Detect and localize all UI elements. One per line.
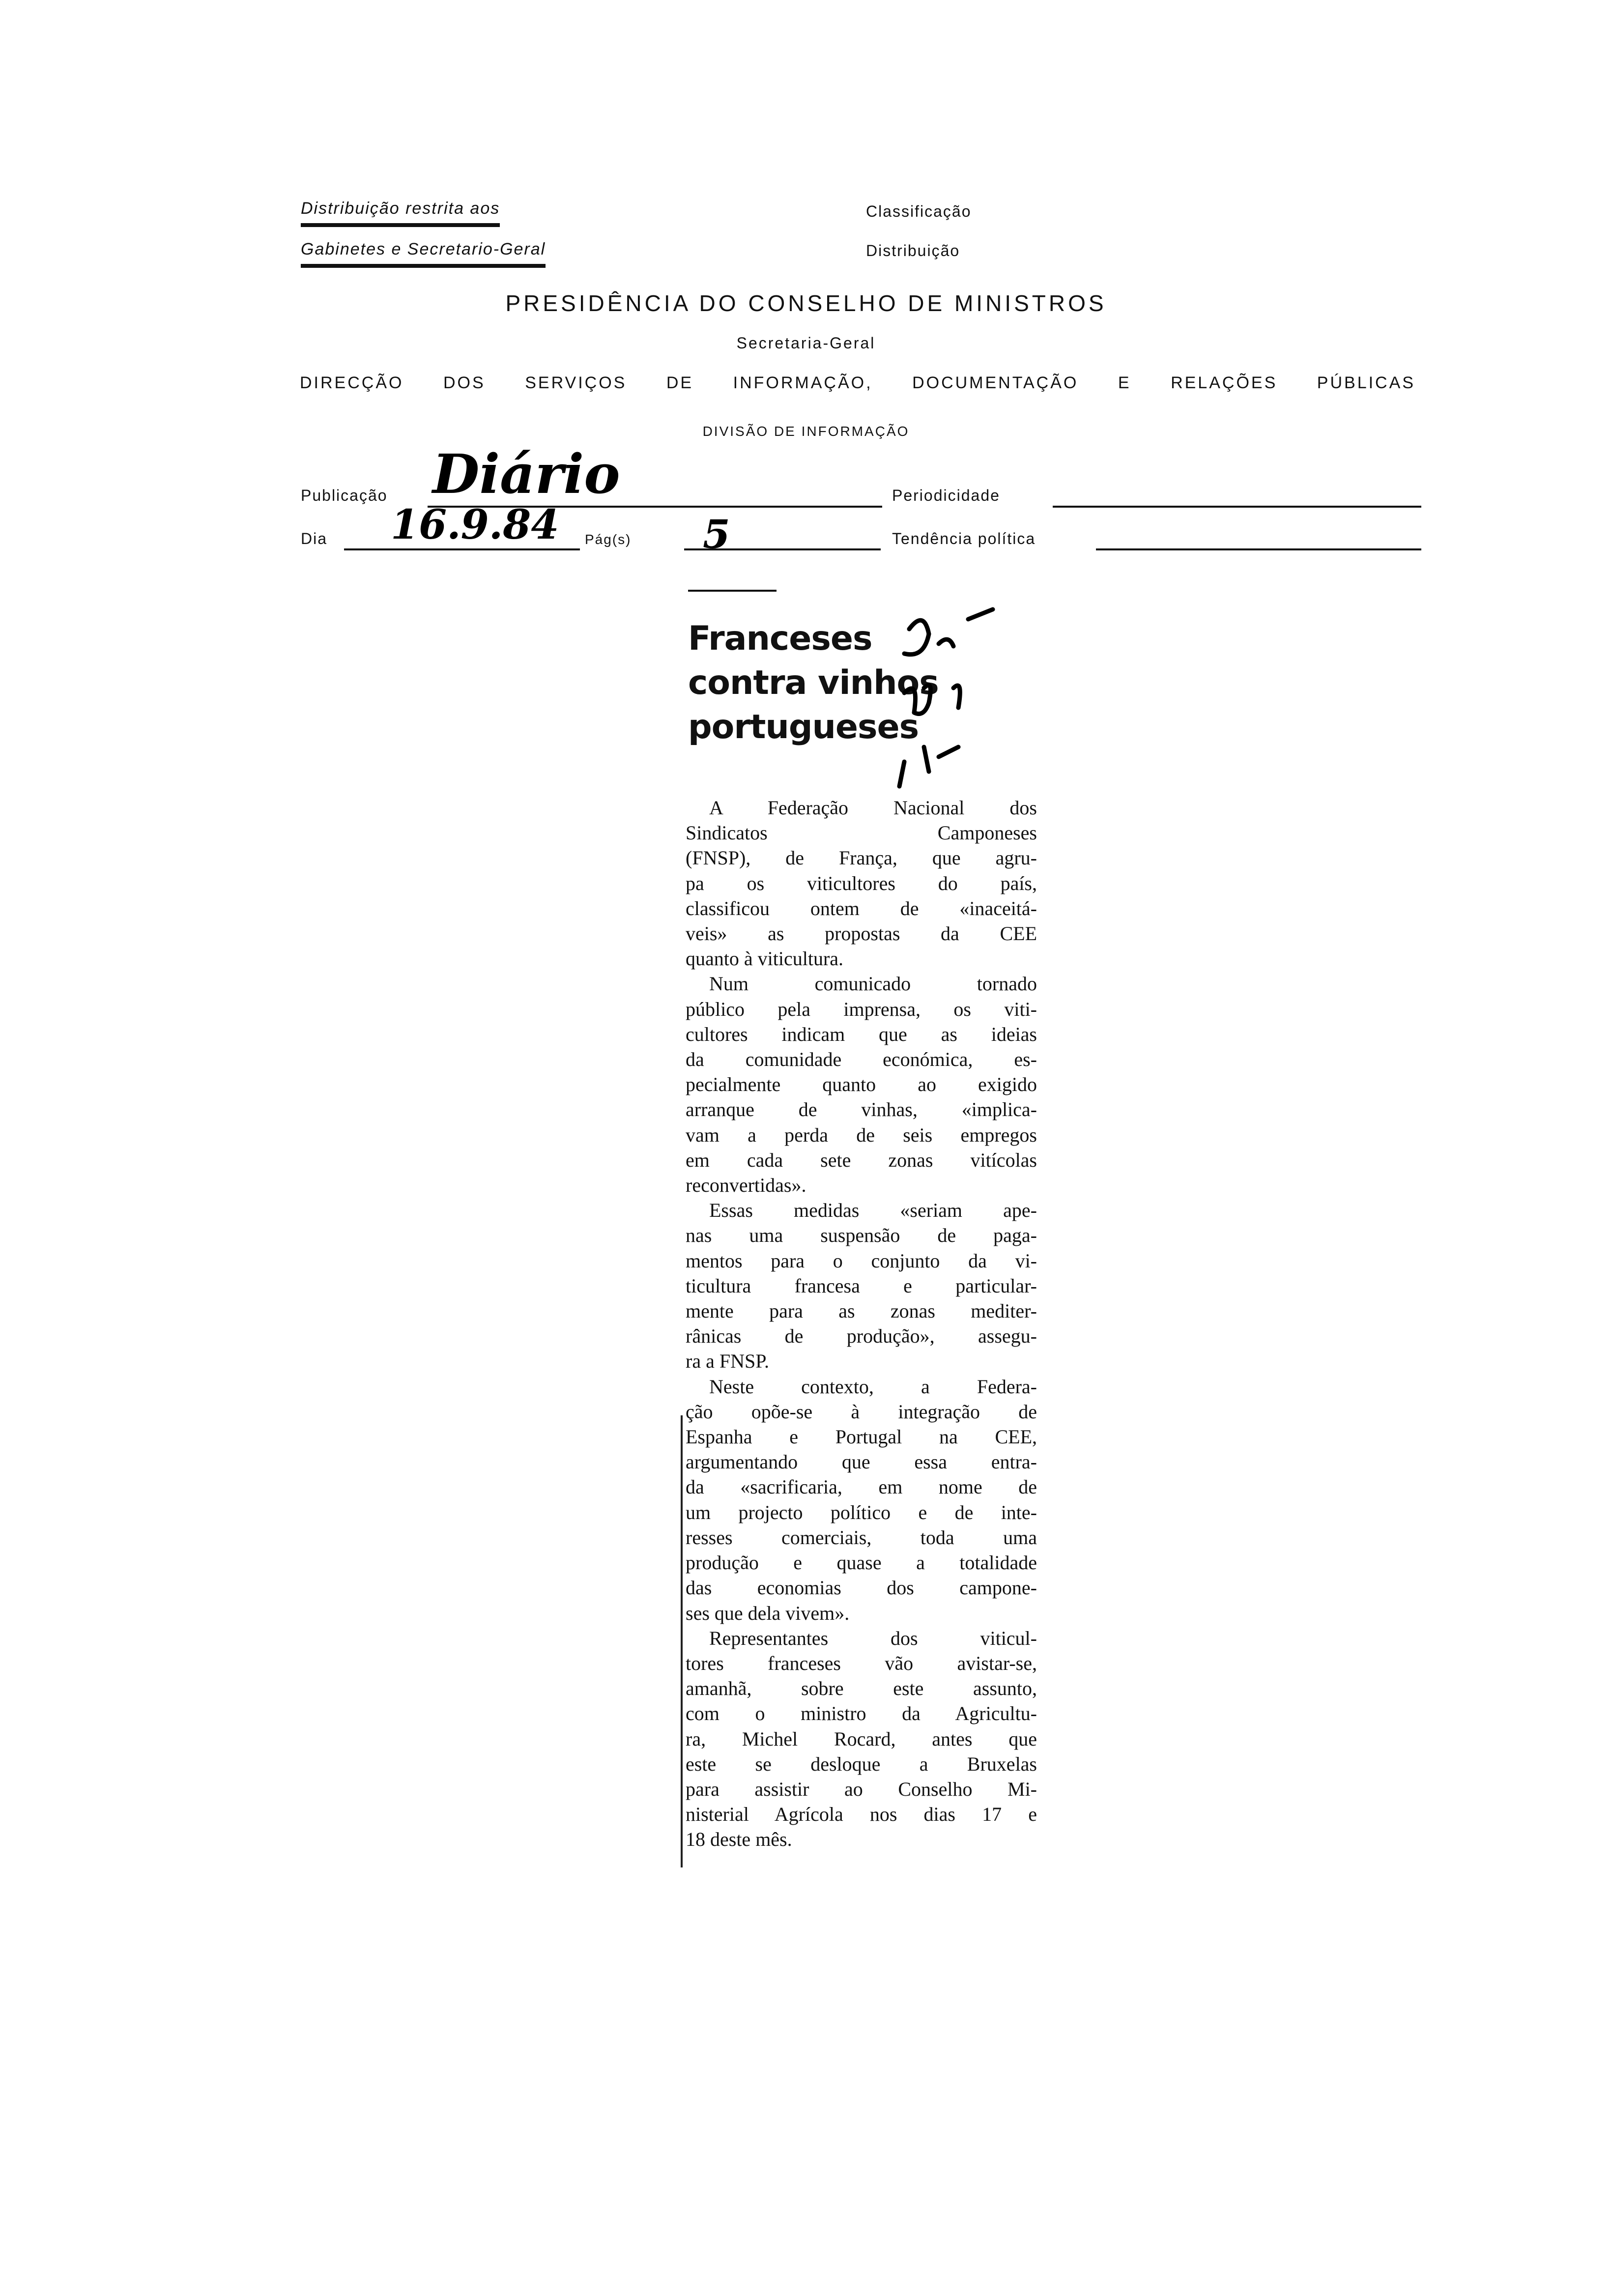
- article-paragraph: [686, 1374, 1037, 1626]
- article-line: para assistir ao Conselho Mi-: [686, 1778, 1037, 1800]
- article-line: A Federação Nacional dos: [709, 797, 1037, 819]
- handwritten-annotation-mark: [894, 600, 1052, 806]
- directorate-word: DE: [666, 373, 694, 392]
- article-line: amanhã, sobre este assunto,: [686, 1677, 1037, 1700]
- document-subtitle: Secretaria-Geral: [736, 334, 876, 352]
- article-line: da comunidade económica, es-: [686, 1048, 1037, 1071]
- article-body: [686, 795, 1037, 1852]
- page-handwritten-value: 5: [703, 511, 730, 557]
- directorate-line: [300, 373, 1415, 393]
- article-line: ra, Michel Rocard, antes que: [686, 1727, 1037, 1750]
- classification-label: Classificação: [866, 202, 972, 220]
- document-title: PRESIDÊNCIA DO CONSELHO DE MINISTROS: [505, 290, 1107, 316]
- article-line: pa os viticultores do país,: [686, 872, 1037, 894]
- article-paragraph: [686, 1198, 1037, 1374]
- article-line: Neste contexto, a Federa-: [709, 1375, 1037, 1398]
- article-line: nisterial Agrícola nos dias 17 e: [686, 1803, 1037, 1826]
- publication-handwritten-value: Diário: [432, 442, 620, 506]
- article-line: nas uma suspensão de paga-: [686, 1224, 1037, 1247]
- directorate-word: DOCUMENTAÇÃO: [912, 373, 1079, 392]
- article-paragraph: [686, 795, 1037, 971]
- article-line: cultores indicam que as ideias: [686, 1023, 1037, 1045]
- headline-line: portugueses: [688, 708, 919, 746]
- directorate-word: DIRECÇÃO: [300, 373, 404, 392]
- directorate-word: RELAÇÕES: [1171, 373, 1278, 392]
- division-label: DIVISÃO DE INFORMAÇÃO: [702, 424, 910, 439]
- day-label: Dia: [301, 530, 328, 547]
- article-line: Espanha e Portugal na CEE,: [686, 1426, 1037, 1448]
- article-line: rânicas de produção», assegu-: [686, 1325, 1037, 1348]
- headline-line: Franceses: [688, 619, 872, 658]
- article-line: em cada sete zonas vitícolas: [686, 1148, 1037, 1171]
- article-line: Sindicatos Camponeses: [686, 822, 1037, 844]
- article-paragraph: [686, 971, 1037, 1198]
- article-line: com o ministro da Agricultu-: [686, 1702, 1037, 1725]
- article-line: das economias dos campone-: [686, 1577, 1037, 1599]
- margin-marker-line: [681, 1415, 683, 1867]
- article-line: tores franceses vão avistar-se,: [686, 1652, 1037, 1674]
- directorate-word: INFORMAÇÃO,: [733, 373, 873, 392]
- day-handwritten-value: 16.9.84: [391, 501, 559, 548]
- article-line: mentos para o conjunto da vi-: [686, 1249, 1037, 1272]
- article-line: público pela imprensa, os viti-: [686, 998, 1037, 1020]
- article-line: este se desloque a Bruxelas: [686, 1752, 1037, 1775]
- article-line: ra a FNSP.: [686, 1350, 770, 1373]
- article-line: resses comerciais, toda uma: [686, 1526, 1037, 1549]
- article-line: da «sacrificaria, em nome de: [686, 1476, 1037, 1498]
- directorate-word: DOS: [443, 373, 486, 392]
- article-paragraph: [686, 1626, 1037, 1852]
- political-tendency-label: Tendência política: [892, 530, 1036, 547]
- article-line: reconvertidas».: [686, 1174, 806, 1197]
- article-line: ticultura francesa e particular-: [686, 1274, 1037, 1297]
- periodicity-label: Periodicidade: [892, 487, 1000, 504]
- article-top-rule: [688, 590, 777, 592]
- article-line: vam a perda de seis empregos: [686, 1123, 1037, 1146]
- article-line: pecialmente quanto ao exigido: [686, 1073, 1037, 1096]
- periodicity-field-line: [1053, 504, 1421, 508]
- directorate-word: E: [1118, 373, 1131, 392]
- distribution-label: Distribuição: [866, 242, 960, 259]
- headline-line: contra vinhos: [688, 663, 939, 702]
- article-line: veis» as propostas da CEE: [686, 922, 1037, 945]
- article-line: (FNSP), de França, que agru-: [686, 847, 1037, 869]
- distribution-restricted-line2: Gabinetes e Secretario-Geral: [301, 240, 546, 268]
- directorate-word: PÚBLICAS: [1317, 373, 1415, 392]
- political-tendency-field-line: [1096, 546, 1421, 550]
- directorate-word: SERVIÇOS: [525, 373, 627, 392]
- article-line: quanto à viticultura.: [686, 947, 844, 970]
- article-line: um projecto político e de inte-: [686, 1501, 1037, 1523]
- article-line: Essas medidas «seriam ape-: [709, 1199, 1037, 1222]
- article-line: mente para as zonas mediter-: [686, 1300, 1037, 1322]
- article-line: Representantes dos viticul-: [709, 1627, 1037, 1649]
- article-line: ção opõe-se à integração de: [686, 1400, 1037, 1423]
- article-line: ses que dela vivem».: [686, 1602, 850, 1624]
- article-line: 18 deste mês.: [686, 1828, 792, 1851]
- publication-label: Publicação: [301, 487, 388, 504]
- article-line: argumentando que essa entra-: [686, 1451, 1037, 1473]
- article-line: produção e quase a totalidade: [686, 1551, 1037, 1574]
- article-line: arranque de vinhas, «implica-: [686, 1098, 1037, 1121]
- article-line: classificou ontem de «inaceitá-: [686, 897, 1037, 919]
- article-line: Num comunicado tornado: [709, 973, 1037, 995]
- page-label: Pág(s): [585, 532, 632, 547]
- distribution-restricted-line1: Distribuição restrita aos: [301, 199, 500, 227]
